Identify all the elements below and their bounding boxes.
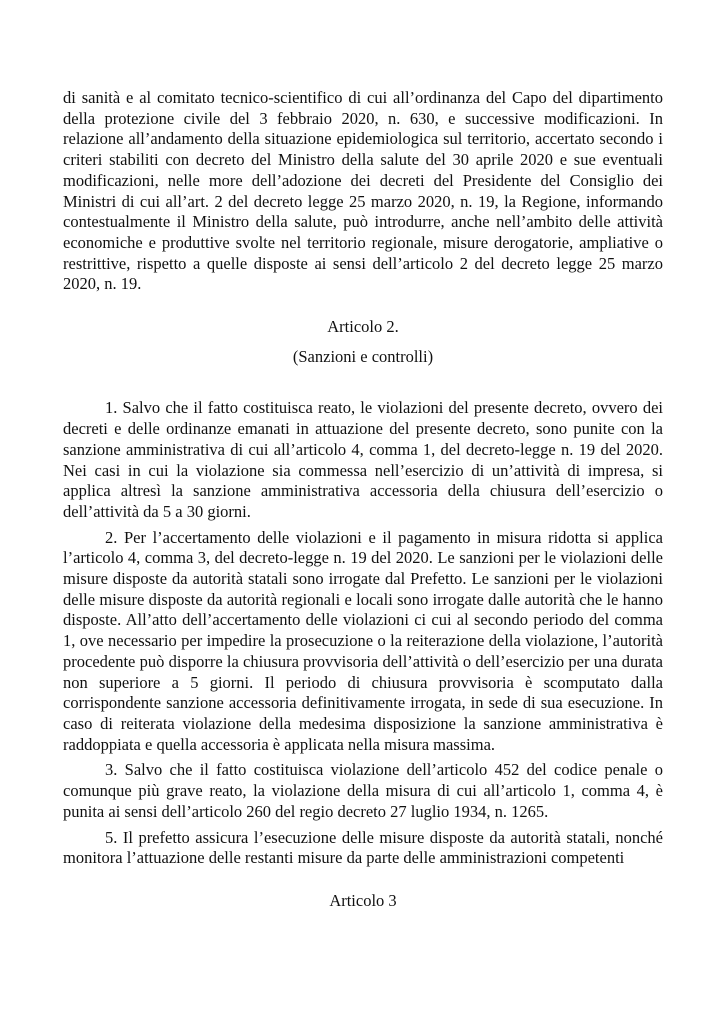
- article3-title: Articolo 3: [329, 890, 397, 910]
- article2-paragraph-1: 1. Salvo che il fatto costituisca reato, le violazioni del presente decreto, ovvero dei decreti e delle ordinanze emanati in attuazione del presente decreto, sono punite con la sanzione amministrativa di cui all’articolo 4, comma 1, del decreto-legge n. 19 del 2020. Nei casi in cui la violazione sia commessa nell’esercizio di un’attività di impresa, si applica altresì la sanzione amministrativa accessoria della chiusura dell’esercizio o dell’attività da 5 a 30 giorni.: [63, 398, 663, 521]
- article2-subtitle: (Sanzioni e controlli): [292, 346, 434, 366]
- article2-title: Articolo 2.: [327, 317, 399, 337]
- intro-paragraph: di sanità e al comitato tecnico-scientifico di cui all’ordinanza del Capo del dipartimento della protezione civile del 3 febbraio 2020, n. 630, e successive modificazioni. In relazione all’andamento della situazione epidemiologica sul territorio, accertato secondo i criteri stabiliti con decreto del Ministro della salute del 30 aprile 2020 e sue eventuali modificazioni, nelle more dell’adozione dei decreti del Presidente del Consiglio dei Ministri di cui all’art. 2 del decreto legge 25 marzo 2020, n. 19, la Regione, informando contestualmente il Ministro della salute, può introdurre, anche nell’ambito delle attività economiche e produttive svolte nel territorio regionale, misure derogatorie, ampliative o restrittive, rispetto a quelle disposte ai sensi dell’articolo 2 del decreto legge 25 marzo 2020, n. 19.: [63, 88, 663, 294]
- article2-paragraph-5: 5. Il prefetto assicura l’esecuzione delle misure disposte da autorità statali, nonché monitora l’attuazione delle restanti misure da parte delle amministrazioni competenti: [63, 827, 663, 868]
- article2-paragraph-3: 3. Salvo che il fatto costituisca violazione dell’articolo 452 del codice penale o comunque più grave reato, la violazione della misura di cui all’articolo 1, comma 4, è punita ai sensi dell’articolo 260 del regio decreto 27 luglio 1934, n. 1265.: [63, 760, 663, 821]
- article2-paragraph-2: 2. Per l’accertamento delle violazioni e il pagamento in misura ridotta si applica l’articolo 4, comma 3, del decreto-legge n. 19 del 2020. Le sanzioni per le violazioni delle misure disposte da autorità statali sono irrogate dal Prefetto. Le sanzioni per le violazioni delle misure disposte da autorità regionali e locali sono irrogate dalle autorità che le hanno disposte. All’atto dell’accertamento delle violazioni ci cui al secondo periodo del comma 1, ove necessario per impedire la prosecuzione o la reiterazione della violazione, l’autorità procedente può disporre la chiusura provvisoria dell’attività o dell’esercizio per una durata non superiore a 5 giorni. Il periodo di chiusura provvisoria è scomputato dalla corrispondente sanzione accessoria definitivamente irrogata, in sede di sua esecuzione. In caso di reiterata violazione della medesima disposizione la sanzione amministrativa è raddoppiata e quella accessoria è applicata nella misura massima.: [63, 527, 663, 754]
